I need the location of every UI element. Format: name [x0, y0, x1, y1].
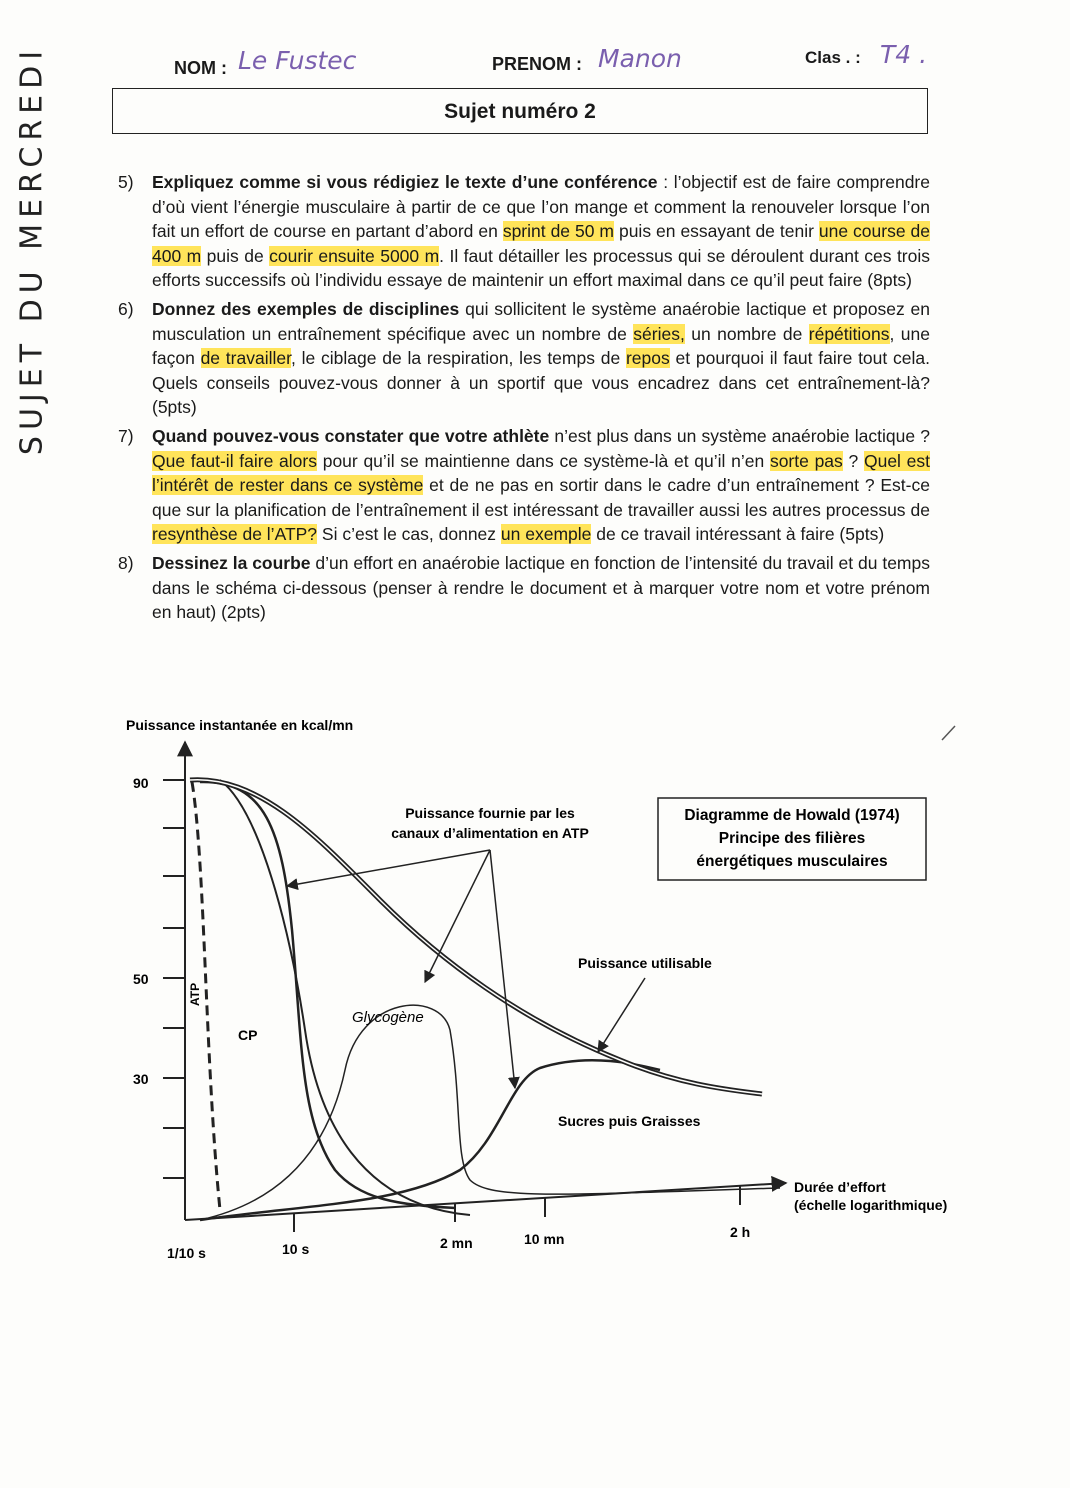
atp-label: ATP [188, 982, 202, 1006]
question-text [152, 170, 930, 293]
diagram-title-line3: énergétiques musculaires [696, 853, 888, 870]
sucres-curve [200, 1060, 660, 1220]
question-6 [118, 297, 930, 420]
highlighted-text: courir ensuite 5000 m [269, 245, 440, 266]
subject-title: Sujet numéro 2 [112, 88, 928, 134]
classe-value: T4 . [880, 40, 928, 69]
puissance-utilisable-arrow [598, 978, 645, 1052]
question-text-segment: d’un effort en anaérobie lactique en fonction de l’intensité du travail et du temps dans le schéma ci-dessous (penser à rendre le document et à marquer votre nom et votre prénom en haut) (2pts) [152, 552, 930, 623]
diagram-title-line2: Principe des filières [718, 830, 866, 847]
x-tick-label: 2 h [730, 1224, 751, 1240]
question-text [152, 551, 930, 625]
bold-text: Donnez des exemples de disciplines [152, 298, 460, 319]
question-number: 7) [118, 425, 134, 446]
questions-list [118, 170, 930, 629]
y-tick-90: 90 [133, 775, 149, 791]
x-tick-label: 10 s [282, 1241, 310, 1257]
highlighted-text: un exemple [500, 524, 592, 545]
question-text-segment: n’est plus dans un système anaérobie lactique ? [549, 425, 930, 446]
puissance-utilisable-label: Puissance utilisable [578, 955, 712, 971]
x-tick-label: 2 mn [440, 1235, 473, 1251]
x-tick-label: 1/10 s [167, 1245, 206, 1261]
y-tick-30: 30 [133, 1071, 149, 1087]
highlighted-text: resynthèse de l’ATP? [152, 524, 318, 545]
highlighted-text: séries, [633, 323, 685, 344]
annotation-line2: canaux d’alimentation en ATP [391, 825, 589, 841]
y-axis-label: Puissance instantanée en kcal/mn [126, 717, 354, 733]
highlighted-text: sprint de 50 m [502, 221, 614, 242]
diagram-title-line1: Diagramme de Howald (1974) [684, 807, 900, 824]
question-text-segment: et de ne pas en sortir dans le cadre d’un entraînement ? Est-ce que sur la planification de l’entraînement il est intéressant de travailler aussi les autres processus de [152, 475, 930, 520]
question-text-segment: un nombre de [684, 323, 809, 344]
howald-diagram [0, 700, 1070, 1300]
question-text-segment: . Il faut détailler les processus qui se déroulent durant ces trois efforts successifs où l’individu essaye de maintenir un effort maximal dans ce qu’il peut faire (8pts) [152, 245, 930, 291]
question-7 [118, 424, 930, 547]
prenom-value: Manon [598, 44, 682, 73]
question-text-segment: pour qu’il se maintienne dans ce système-là et qu’il n’en [317, 450, 770, 471]
question-text-segment: , une façon [152, 323, 930, 369]
question-text [152, 424, 930, 547]
cp-label: CP [238, 1027, 258, 1043]
x-tick-label: 10 mn [524, 1231, 565, 1247]
glycogen-label: Glycogène [352, 1009, 424, 1026]
question-text-segment: Si c’est le cas, donnez [317, 524, 501, 545]
bold-text: Expliquez comme si vous rédigiez le texte d’une conférence [152, 172, 658, 192]
highlighted-text: Que faut-il faire alors [152, 450, 317, 471]
pen-mark [942, 726, 955, 740]
highlighted-text: sorte pas [769, 450, 843, 471]
question-number: 8) [118, 552, 134, 573]
question-text-segment: et pourquoi il faut faire tout cela. Quels conseils pouvez-vous donner à un sportif que vous encadrez dans cet entraînement-là? (5pts) [152, 348, 930, 418]
question-text-segment: ? [842, 450, 864, 471]
header [0, 40, 1070, 84]
annotation-line1: Puissance fournie par les [405, 805, 575, 821]
prenom-label: PRENOM : [492, 54, 582, 74]
annotation-arrow [287, 850, 490, 886]
question-number: 6) [118, 298, 134, 319]
x-axis-label-line1: Durée d’effort [794, 1179, 886, 1195]
question-text-segment: de ce travail intéressant à faire (5pts) [591, 524, 885, 545]
annotation-arrow [425, 850, 490, 982]
bold-text: Dessinez la courbe [152, 552, 311, 573]
nom-value: Le Fustec [238, 46, 357, 75]
y-tick-marks [163, 780, 185, 1178]
classe-label: Clas . : [805, 48, 861, 67]
question-text-segment: , le ciblage de la respiration, les temps de [290, 348, 626, 369]
highlighted-text: répétitions [808, 323, 890, 344]
bold-text: Quand pouvez-vous constater que votre athlète [152, 425, 550, 446]
question-text-segment: qui sollicitent le système anaérobie lactique et proposez en musculation un entraînement spécifique avec un nombre de [152, 298, 930, 344]
nom-label: NOM : [174, 58, 227, 78]
highlighted-text: une course de 400 m [152, 221, 931, 266]
question-text-segment: : l’objectif est de faire comprendre d’où vient l’énergie musculaire à partir de ce que l’on mange et comment la renouveler lorsque l’on fait un effort de course en partant d’abord en [152, 172, 930, 242]
glycogen-curve [220, 780, 470, 1215]
sucres-label: Sucres puis Graisses [558, 1113, 701, 1129]
annotation-arrow [490, 850, 515, 1088]
x-axis-label-line2: (échelle logarithmique) [794, 1197, 948, 1213]
highlighted-text: de travailler [200, 348, 291, 369]
highlighted-text: Quel est l’intérêt de rester dans ce système [152, 450, 930, 496]
question-5 [118, 170, 930, 293]
question-text-segment: puis en essayant de tenir [614, 221, 819, 242]
question-8 [118, 551, 930, 625]
handwritten-side-note: SUJET DU MERCREDI [14, 44, 50, 456]
question-text [152, 297, 930, 420]
y-tick-50: 50 [133, 971, 149, 987]
highlighted-text: repos [625, 348, 670, 369]
question-text-segment: puis de [201, 245, 270, 266]
question-number: 5) [118, 172, 134, 192]
